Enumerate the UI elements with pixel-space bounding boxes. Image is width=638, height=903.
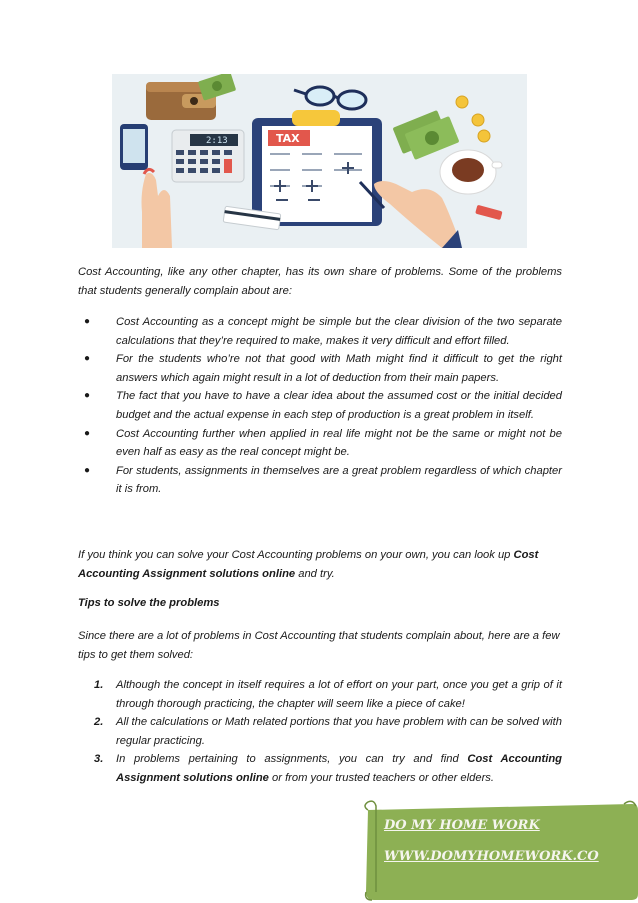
banner-url-link[interactable]: WWW.DOMYHOMEWORK.CO — [384, 849, 599, 864]
calculator-icon — [172, 130, 244, 182]
list-item: ● Cost Accounting further when applied in real life might not be the same or might not be even half as easy as the real concept might be. — [78, 425, 562, 462]
svg-text:TAX: TAX — [276, 132, 300, 145]
bullet-icon: ● — [84, 353, 91, 365]
list-item: 2. All the calculations or Math related portions that you have problem with can be solved with regular practicing. — [94, 716, 562, 747]
bullet-icon: ● — [84, 316, 91, 327]
tips-heading: Tips to solve the problems — [78, 597, 220, 609]
list-item: 1. Although the concept in itself requires a lot of effort on your part, once you get a grip of it through thorough practicing, the chapter will seem like a piece of cake! — [94, 679, 562, 710]
intro-paragraph: Cost Accounting, like any other chapter, has its own share of problems. Some of the problems that students generally complain about are: — [78, 266, 562, 297]
svg-text:2:13: 2:13 — [206, 136, 228, 146]
cost-accounting-illustration — [112, 74, 527, 248]
list-item: 3. In problems pertaining to assignments, you can try and find Cost Accounting Assignment solutions online or from your trusted teachers or other elders. — [94, 753, 562, 784]
banner-title: DO MY HOME WORK — [384, 818, 540, 833]
problems-list — [78, 313, 562, 499]
list-item: ● The fact that you have to have a clear idea about the assumed cost or the initial decided budget and the actual expense in each step of production is a great problem in itself. — [78, 387, 562, 424]
tips-list — [78, 676, 562, 788]
bullet-icon: ● — [84, 427, 91, 439]
solutions-paragraph: If you think you can solve your Cost Accounting problems on your own, you can look up Cost Accounting Assignment solutions online and try. — [78, 549, 539, 580]
list-item: ● Cost Accounting as a concept might be simple but the clear division of the two separate calculations that they’re required to make, makes it very difficult and effort filled. — [78, 313, 562, 350]
list-item: ● For the students who’re not that good with Math might find it difficult to get the right answers which again might result in a lot of deduction from their main papers. — [78, 350, 562, 387]
bullet-icon: ● — [84, 464, 91, 476]
tax-clipboard-icon — [252, 110, 382, 226]
solutions-link-text: Cost Accounting Assignment solutions online — [78, 549, 539, 580]
smartphone-icon — [120, 124, 148, 170]
tips-intro-paragraph: Since there are a lot of problems in Cost Accounting that students complain about, here are a few tips to get them solved: — [78, 630, 560, 661]
bullet-icon: ● — [84, 390, 91, 402]
list-item: ● For students, assignments in themselves are a great problem regardless of which chapter it is from. — [78, 462, 562, 499]
